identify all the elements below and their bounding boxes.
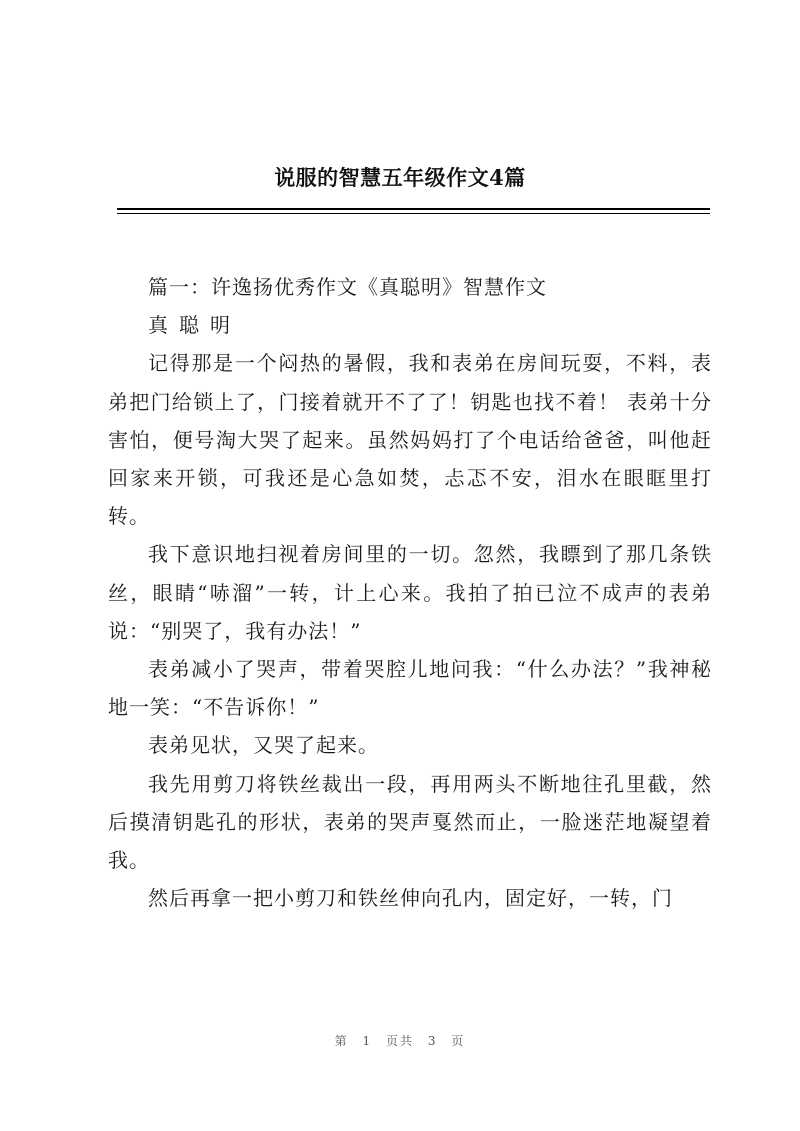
page-label-prefix: 第 — [334, 1034, 349, 1048]
title-divider — [117, 208, 710, 210]
page-label-suffix: 页 — [451, 1034, 466, 1048]
paragraph: 然后再拿一把小剪刀和铁丝伸向孔内，固定好，一转，门 — [148, 886, 673, 911]
document-body — [108, 268, 712, 917]
title-divider-thin — [117, 213, 710, 214]
paragraph: 我先用剪刀将铁丝裁出一段，再用两头不断地往孔里截，然后摸清钥匙孔的形状，表弟的哭声戛然而止，一脸迷茫地凝望着我。 — [108, 771, 712, 873]
section-heading: 篇一：许逸扬优秀作文《真聪明》智慧作文 — [148, 275, 547, 299]
total-pages-number: 3 — [427, 1034, 438, 1048]
document-title: 说服的智慧五年级作文4篇 — [274, 165, 526, 190]
current-page-number: 1 — [362, 1034, 373, 1048]
page-footer — [0, 1032, 800, 1049]
paragraph: 表弟见状，又哭了起来。 — [148, 733, 379, 758]
page-label-mid: 页共 — [385, 1034, 414, 1048]
paragraph: 我下意识地扫视着房间里的一切。忽然，我瞟到了那几条铁丝，眼睛“哧溜”一转，计上心来。我拍了拍已泣不成声的表弟说：“别哭了，我有办法！” — [108, 542, 712, 643]
essay-title: 真聪明 — [148, 313, 241, 338]
paragraph: 记得那是一个闷热的暑假，我和表弟在房间玩耍，不料，表弟把门给锁上了，门接着就开不了了！钥匙也找不着！ 表弟十分害怕，便号淘大哭了起来。虽然妈妈打了个电话给爸爸，叫他赶回家来开锁，可我还是心急如焚，忐忑不安，泪水在眼眶里打转。 — [108, 351, 712, 529]
paragraph: 表弟减小了哭声，带着哭腔儿地问我：“什么办法？”我神秘地一笑：“不告诉你！” — [108, 657, 712, 720]
